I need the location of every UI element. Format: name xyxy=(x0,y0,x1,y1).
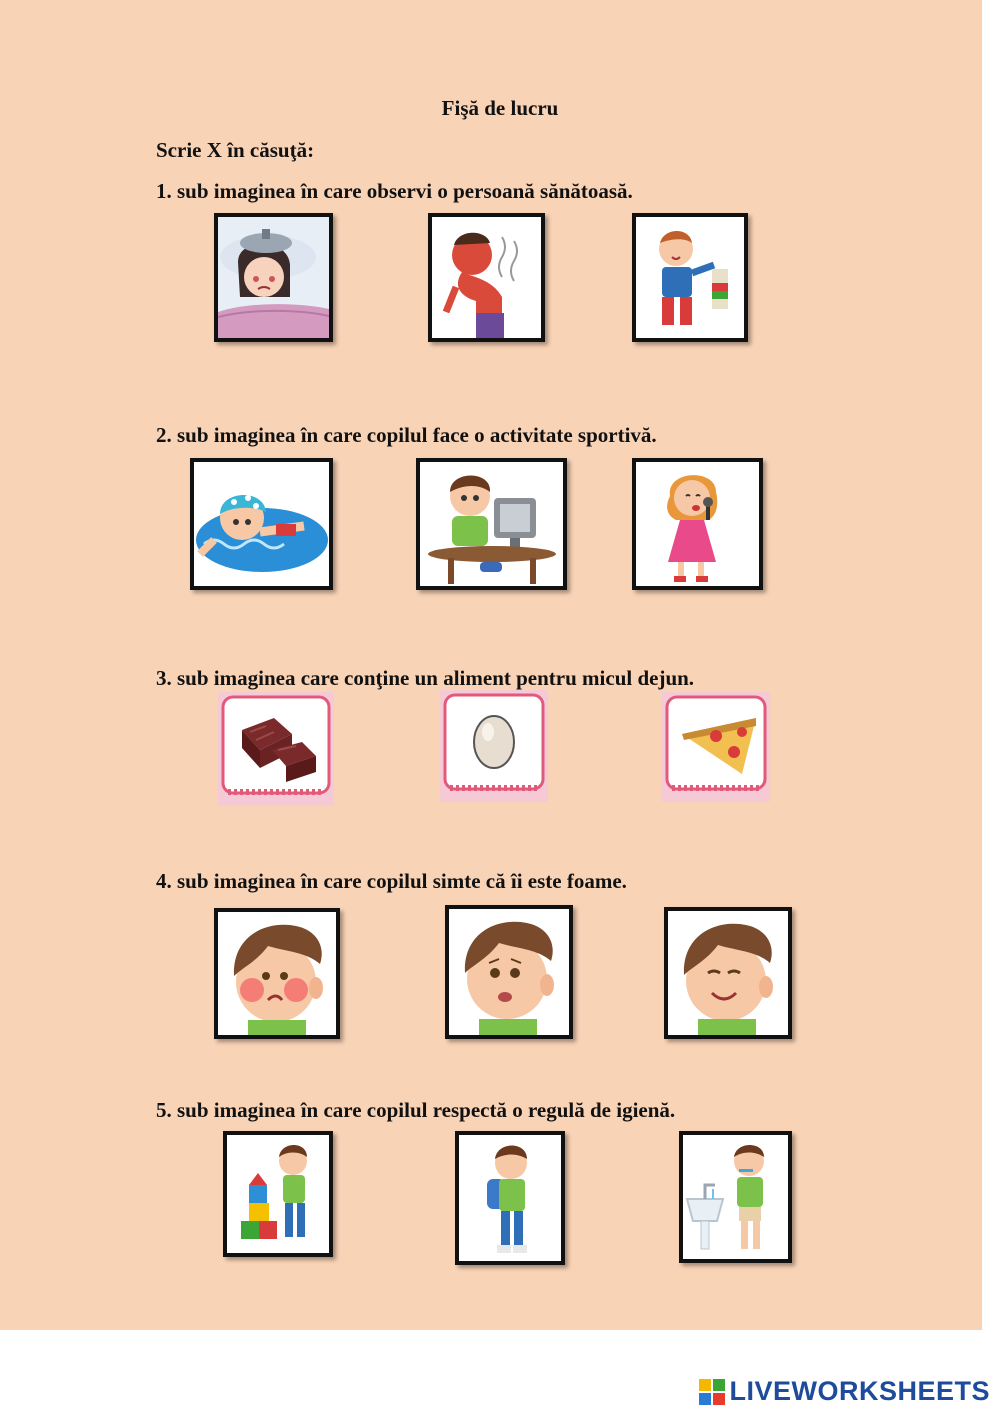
boy-smiling-face-icon[interactable] xyxy=(664,907,792,1039)
liveworksheets-brand[interactable] xyxy=(699,1376,990,1407)
brand-text: LIVEWORKSHEETS xyxy=(729,1376,990,1406)
sick-girl-in-bed-icon[interactable] xyxy=(214,213,333,342)
boy-cheeks-full-icon[interactable] xyxy=(214,908,340,1039)
girl-singing-icon[interactable] xyxy=(632,458,763,590)
boy-at-computer-icon[interactable] xyxy=(416,458,567,590)
boy-hungry-face-icon[interactable] xyxy=(445,905,573,1039)
question-1: 1. sub imaginea în care observi o persoană sănătoasă. xyxy=(156,179,633,203)
healthy-boy-icon[interactable] xyxy=(632,213,748,342)
question-2: 2. sub imaginea în care copilul face o activitate sportivă. xyxy=(156,423,657,447)
sweating-man-icon[interactable] xyxy=(428,213,545,342)
page-title: Fişă de lucru xyxy=(441,96,559,120)
question-3: 3. sub imaginea care conţine un aliment pentru micul dejun. xyxy=(156,666,695,690)
instruction: Scrie X în căsuţă: xyxy=(156,138,315,162)
question-5: 5. sub imaginea în care copilul respectă o regulă de igienă. xyxy=(156,1098,676,1122)
question-4: 4. sub imaginea în care copilul simte că îi este foame. xyxy=(156,869,627,893)
swimming-child-icon[interactable] xyxy=(190,458,333,590)
boy-brushing-teeth-icon[interactable] xyxy=(679,1131,792,1263)
boy-with-backpack-icon[interactable] xyxy=(455,1131,565,1265)
pizza-slice-icon[interactable] xyxy=(662,692,770,802)
chocolate-icon[interactable] xyxy=(218,692,334,806)
liveworksheets-logo-icon xyxy=(699,1379,725,1405)
egg-icon[interactable] xyxy=(440,690,548,802)
boy-playing-blocks-icon[interactable] xyxy=(223,1131,333,1257)
